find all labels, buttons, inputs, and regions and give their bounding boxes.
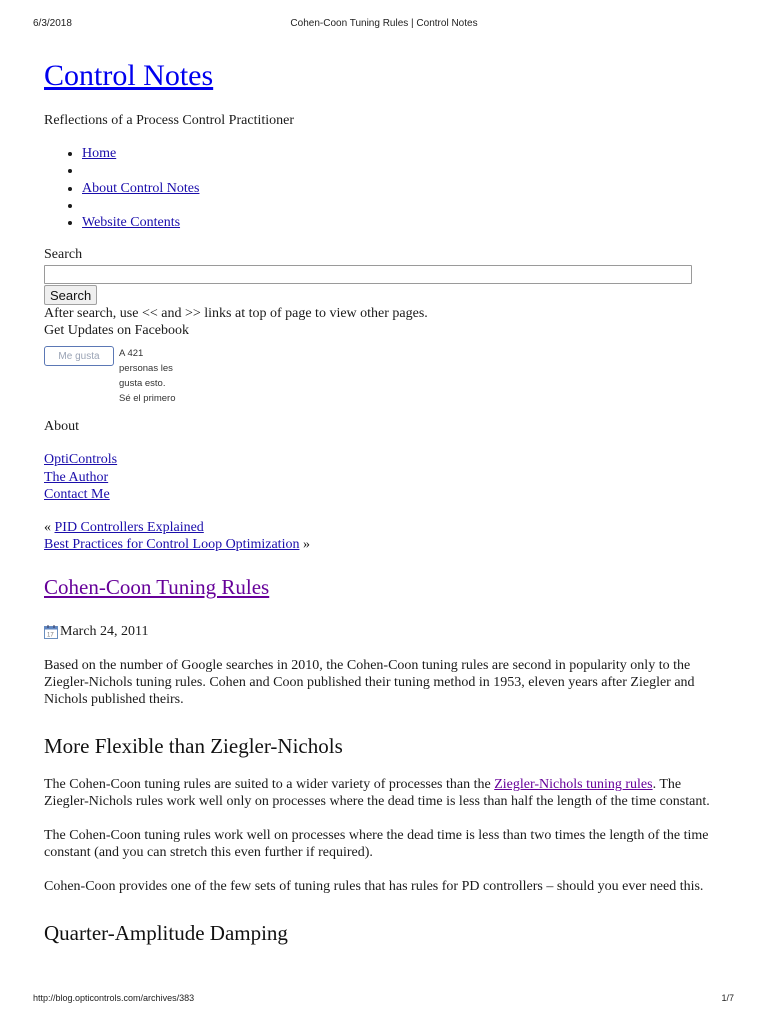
search-input[interactable] [44,265,692,284]
next-post-link[interactable]: Best Practices for Control Loop Optimization [44,537,300,553]
post-title [44,574,724,600]
section-paragraph: The Cohen-Coon tuning rules work well on processes where the dead time is less than two times the length of the time constant (and you can stretch this even further if required). [44,828,709,861]
site-title [44,58,724,94]
nav-link-about[interactable]: About Control Notes [82,180,200,196]
nav-item-empty [82,197,724,214]
prev-marker: « [44,520,51,536]
facebook-line: personas les [119,363,173,375]
facebook-line: gusta esto. [119,378,166,390]
about-link-author[interactable]: The Author [44,469,109,485]
facebook-like-box [44,346,724,406]
print-header-title: Cohen-Coon Tuning Rules | Control Notes [290,18,478,29]
nav-link-home[interactable]: Home [82,146,117,161]
next-marker: » [302,537,310,553]
section-paragraph [44,776,724,810]
post-date-text: March 24, 2011 [60,624,149,640]
paragraph-text: The Cohen-Coon tuning rules are suited to a wider variety of processes than the [44,777,495,793]
facebook-line: A 421 [119,348,144,360]
search-button[interactable]: Search [44,285,97,305]
nav-item-contents [82,214,724,231]
site-title-link[interactable]: Control Notes [44,59,214,92]
section-heading-quarter-amplitude: Quarter-Amplitude Damping [44,921,288,946]
page-content [44,58,724,946]
prev-post-link[interactable]: PID Controllers Explained [54,520,204,536]
facebook-line: Sé el primero [119,393,176,405]
svg-text:17: 17 [47,632,54,639]
nav-link-contents[interactable]: Website Contents [82,215,181,231]
facebook-heading: Get Updates on Facebook [44,323,190,339]
post-navigation [44,519,724,553]
post-date [44,623,724,640]
facebook-like-button[interactable]: Me gusta [44,346,114,366]
about-link-contact[interactable]: Contact Me [44,487,110,503]
search-hint: After search, use << and >> links at top of page to view other pages. [44,306,428,322]
search-label: Search [44,247,83,263]
section-heading-flexible: More Flexible than Ziegler-Nichols [44,734,343,759]
calendar-icon [44,625,59,639]
nav-item-empty [82,162,724,179]
nav-item-home [82,145,724,162]
paragraph-text: . The Ziegler-Nichols rules work well only on processes where the dead time is less than half the length of the time constant. [44,777,710,810]
print-header-date: 6/3/2018 [33,18,72,29]
ziegler-nichols-link[interactable]: Ziegler-Nichols tuning rules [494,777,653,793]
nav-item-about [82,180,724,197]
site-tagline: Reflections of a Process Control Practitioner [44,113,294,128]
print-footer-url: http://blog.opticontrols.com/archives/383 [33,993,195,1003]
facebook-like-count [119,346,199,406]
about-heading: About [44,419,79,435]
print-footer-page: 1/7 [721,993,734,1003]
about-link-opticontrols[interactable]: OptiControls [44,452,118,468]
post-intro: Based on the number of Google searches in 2010, the Cohen-Coon tuning rules are second in popularity only to the Ziegler-Nichols tuning rules. Cohen and Coon published their tuning method in 1953, eleven years after Ziegler and Nichols published theirs. [44,658,695,708]
main-nav [44,145,724,231]
section-paragraph: Cohen-Coon provides one of the few sets of tuning rules that has rules for PD controllers – should you ever need this. [44,879,704,895]
about-links [44,451,724,503]
post-title-link[interactable]: Cohen-Coon Tuning Rules [44,575,270,600]
